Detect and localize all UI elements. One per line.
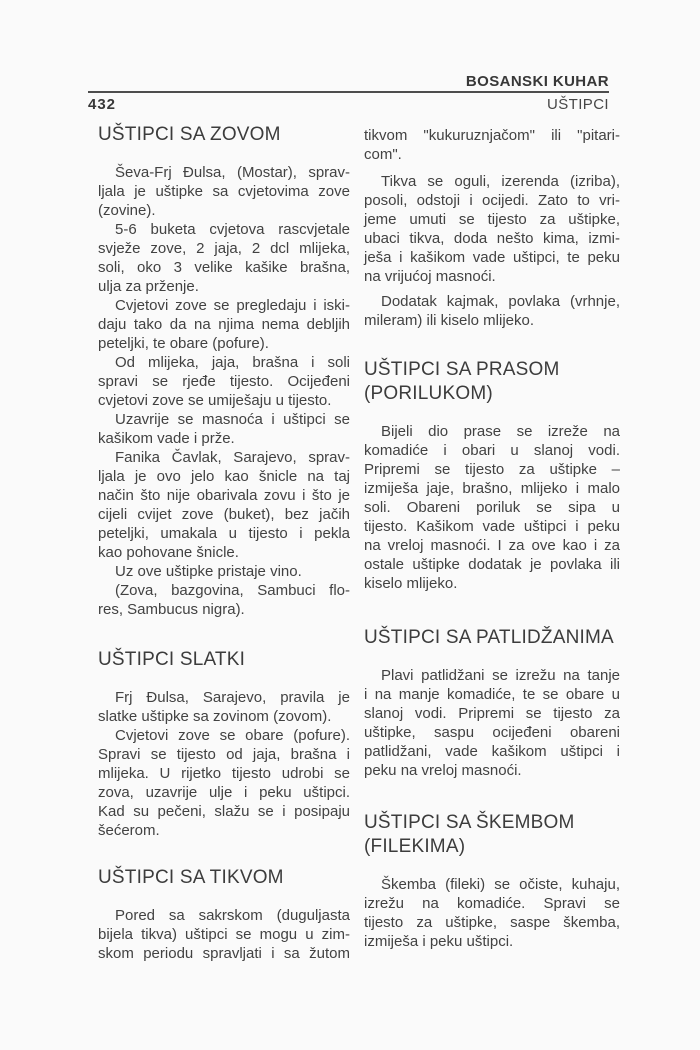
text-line: peteljki, umakala u tijesto i pekla <box>98 525 350 542</box>
section-heading-line: (PORILUKOM) <box>364 383 493 404</box>
section-heading <box>364 626 620 650</box>
paragraph <box>364 126 620 164</box>
recipe-section <box>364 358 620 593</box>
section-heading <box>98 648 350 672</box>
paragraph <box>98 296 350 353</box>
text-line: soli, oko 3 velike kašike brašna, <box>98 259 350 276</box>
paragraph <box>364 875 620 951</box>
recipe-section <box>98 648 350 840</box>
section-heading-line: UŠTIPCI SA PRASOM <box>364 359 560 380</box>
paragraph <box>98 163 350 220</box>
text-line: spravi se rjeđe tijesto. Ocijeđeni <box>98 373 350 390</box>
paragraph <box>364 172 620 286</box>
text-line: mlijeka. U rijetko tijesto udrobi se <box>98 765 350 782</box>
text-line: Bijeli dio prase se izreže na <box>381 423 620 440</box>
text-line: Uzavrije se masnoća i uštipci se <box>115 411 350 428</box>
text-line: slanoj vodi. Pripremi se tijesto za <box>364 705 620 722</box>
text-line: 5-6 buketa cvjetova rascvjetale <box>115 221 350 238</box>
paragraph <box>98 688 350 726</box>
recipe-section <box>98 866 350 963</box>
paragraph <box>364 292 620 330</box>
text-line: kašikom vade i prže. <box>98 430 235 447</box>
text-line: daju tako da na njima nema debljih <box>98 316 350 333</box>
text-line: slatke uštipke sa zovinom (zovom). <box>98 708 332 725</box>
text-line: Tikva se oguli, izerenda (izriba), <box>381 173 620 190</box>
text-line: Fanika Čavlak, Sarajevo, sprav- <box>115 449 350 466</box>
text-line: Dodatak kajmak, povlaka (vrhnje, <box>381 293 620 310</box>
text-line: komadiće i obari u slanoj vodi. <box>364 442 620 459</box>
text-line: na vrijućoj masnoći. <box>364 268 496 285</box>
text-line: Cvjetovi zove se obare (pofure). <box>115 727 350 744</box>
text-line: Plavi patlidžani se izrežu na tanje <box>381 667 620 684</box>
text-line: cvjetovi zove se umiješaju u tijesto. <box>98 392 332 409</box>
text-line: tijesto. Kašikom vade uštipci i peku <box>364 518 620 535</box>
text-line: jeme umuti se tijesto za uštipke, <box>364 211 620 228</box>
text-line: patlidžani, vade kašikom uštipci i <box>364 743 620 760</box>
paragraph <box>364 422 620 593</box>
text-line: Spravi se tijesto od jaja, brašna i <box>98 746 350 763</box>
text-line: ješa i kašikom vade uštipci, te peku <box>364 249 620 266</box>
text-line: Ševa-Frj Đulsa, (Mostar), sprav- <box>115 164 350 181</box>
section-heading-line: (FILEKIMA) <box>364 836 466 857</box>
section-heading <box>364 811 620 859</box>
text-line: Uz ove uštipke pristaje vino. <box>115 563 302 580</box>
text-line: ulja za prženje. <box>98 278 199 295</box>
paragraph <box>98 726 350 840</box>
text-line: ljala je uštipke sa cvjetovima zove <box>98 183 350 200</box>
recipe-section <box>98 123 350 619</box>
text-line: tijesto za uštipke, saspe škemba, <box>364 914 620 931</box>
section-heading-line: UŠTIPCI SA ZOVOM <box>98 124 281 145</box>
left-column <box>98 120 350 963</box>
text-line: bijela tikva) uštipci se mogu u zim- <box>98 926 350 943</box>
section-heading-line: UŠTIPCI SA ŠKEMBOM <box>364 812 575 833</box>
text-line: kao pohovane šnicle. <box>98 544 239 561</box>
text-line: mileram) ili kiselo mlijeko. <box>364 312 535 329</box>
paragraph <box>98 906 350 963</box>
text-line: Od mlijeka, jaja, brašna i soli <box>115 354 350 371</box>
chapter-title: UŠTIPCI <box>547 96 609 113</box>
text-line: com". <box>364 146 402 163</box>
section-heading-line: UŠTIPCI SA PATLIDŽANIMA <box>364 627 614 648</box>
paragraph <box>98 562 350 581</box>
section-heading <box>98 123 350 147</box>
recipe-section <box>364 811 620 951</box>
paragraph <box>98 581 350 619</box>
text-line: ubaci tikva, doda nešto kima, izmi- <box>364 230 620 247</box>
page-number: 432 <box>88 96 117 113</box>
text-line: peku na vreloj masnoći. <box>364 762 522 779</box>
text-line: uštipke, saspu ocijeđeni obareni <box>364 724 620 741</box>
section-heading <box>98 866 350 890</box>
text-line: način što nije obarivala zovu i što je <box>98 487 350 504</box>
text-line: (Zova, bazgovina, Sambuci flo- <box>115 582 350 599</box>
section-heading-line: UŠTIPCI SLATKI <box>98 649 246 670</box>
text-line: svježe zove, 2 jaja, 2 dcl mlijeka, <box>98 240 350 257</box>
book-title: BOSANSKI KUHAR <box>465 73 609 90</box>
paragraph <box>364 666 620 780</box>
paragraph <box>98 448 350 562</box>
text-line: šećerom. <box>98 822 160 839</box>
text-line: ostale uštipke dodatak je povlaka ili <box>364 556 620 573</box>
text-line: (zovine). <box>98 202 156 219</box>
text-line: Škemba (fileki) se očiste, kuhaju, <box>381 876 620 893</box>
text-line: res, Sambucus nigra). <box>98 601 245 618</box>
text-line: peteljki, te obare (pofure). <box>98 335 269 352</box>
text-line: Cvjetovi zove se pregledaju i iski- <box>115 297 350 314</box>
right-column <box>364 120 620 951</box>
text-line: cijeli cvijet zove (buket), bez jačih <box>98 506 350 523</box>
text-line: Frj Đulsa, Sarajevo, pravila je <box>115 689 350 706</box>
text-line: zova, uzavrije ulje i peku uštipci. <box>98 784 350 801</box>
header-rule <box>88 91 609 93</box>
text-line: ljala je ovo jelo kao šnicle na taj <box>98 468 350 485</box>
recipe-section <box>364 126 620 330</box>
text-line: izmiješa i peku uštipci. <box>364 933 514 950</box>
paragraph <box>98 410 350 448</box>
recipe-section <box>364 626 620 780</box>
paragraph <box>98 353 350 410</box>
header-row <box>88 96 609 113</box>
text-line: tikvom "kukuruznjačom" ili "pitari- <box>364 127 620 144</box>
text-line: Pored sa sakrskom (duguljasta <box>115 907 350 924</box>
text-line: kiselo mlijeko. <box>364 575 458 592</box>
text-line: soli. Obareni poriluk se sipa u <box>364 499 620 516</box>
text-line: skom periodu spravljati i sa žutom <box>98 945 350 962</box>
section-heading <box>364 358 620 406</box>
text-line: posoli, odstoji i ocijedi. Zato to vri- <box>364 192 620 209</box>
section-heading-line: UŠTIPCI SA TIKVOM <box>98 867 284 888</box>
text-line: i na manje komadiće, te se obare u <box>364 686 620 703</box>
text-line: izmiješa jaje, brašno, mlijeko i malo <box>364 480 620 497</box>
text-line: Pripremi se tijesto za uštipke – <box>364 461 620 478</box>
text-line: izrežu na komadiće. Spravi se <box>364 895 620 912</box>
text-line: Kad su pečeni, slažu se i posipaju <box>98 803 350 820</box>
text-line: na vreloj masnoći. I za ove kao i za <box>364 537 620 554</box>
paragraph <box>98 220 350 296</box>
